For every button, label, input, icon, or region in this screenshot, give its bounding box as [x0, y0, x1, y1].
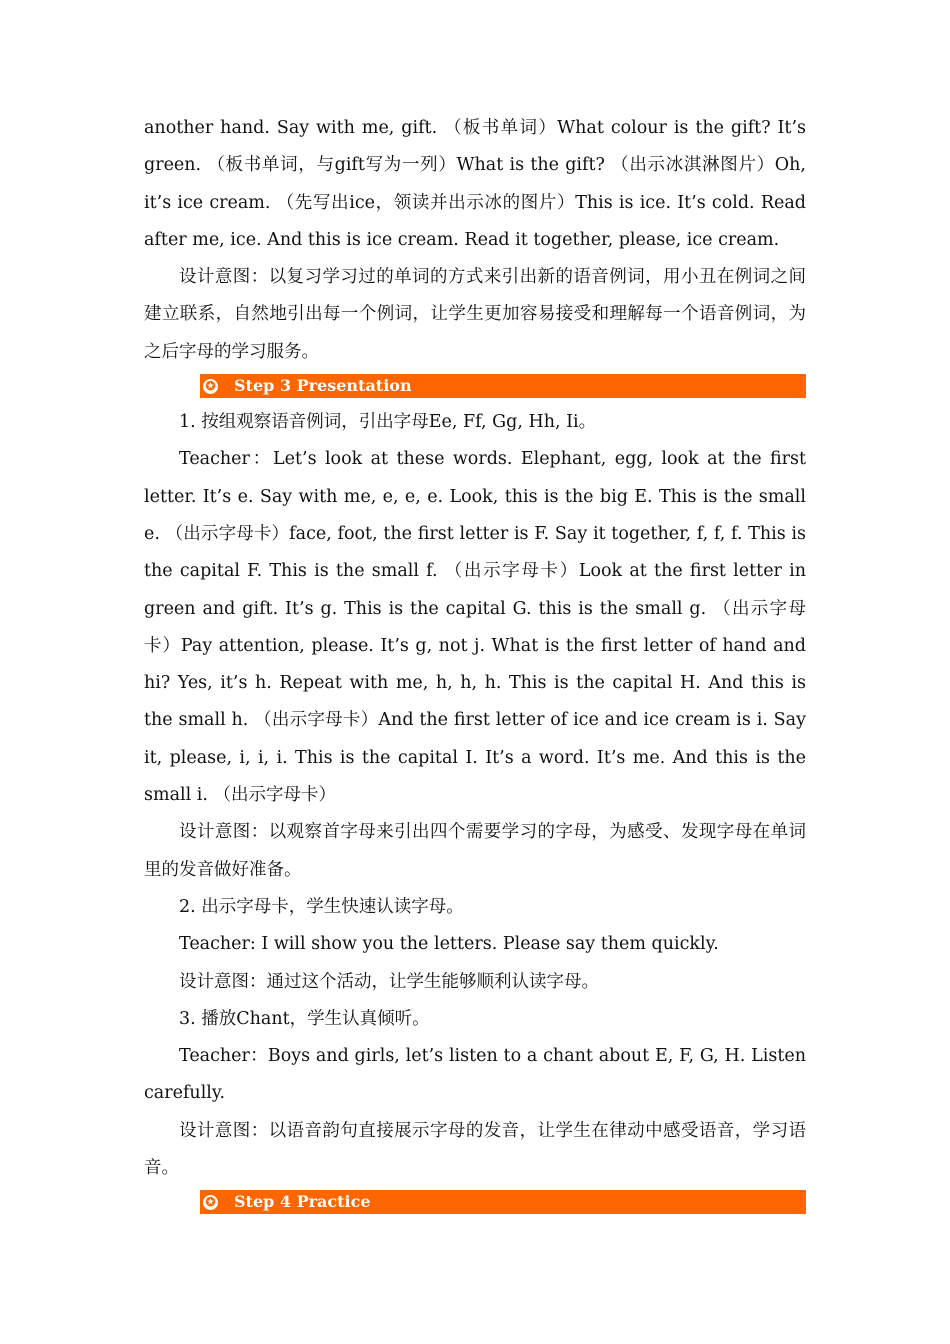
design-intent-paragraph: 设计意图：通过这个活动，让学生能够顺利认读字母。: [179, 971, 599, 992]
paragraph: another hand. Say with me, gift. （板书单词）What colour is the gift? It’s green. （板书单词，与gift写为一列）What is the gift? （出示冰淇淋图片）Oh, it’s ice cream. （先写出ice，领读并出示冰的图片）This is ice. It’s cold. Read after me, ice. And this is ice cream. Read it together, please, ice cream.: [144, 118, 806, 250]
list-item: 1. 按组观察语音例词，引出字母Ee, Ff, Gg, Hh, Ii。: [179, 412, 597, 433]
list-item: 2. 出示字母卡，学生快速认读字母。: [179, 896, 464, 917]
step-3-title: Step 3 Presentation: [234, 376, 412, 396]
step-3-header: [200, 374, 806, 398]
step-4-header: [200, 1190, 806, 1214]
teacher-paragraph: Teacher: I will show you the letters. Please say them quickly.: [179, 934, 719, 955]
star-icon: ✪: [203, 379, 218, 394]
design-intent-paragraph: 设计意图：以语音韵句直接展示字母的发音，让学生在律动中感受语音，学习语音。: [144, 1120, 806, 1179]
list-item: 3. 播放Chant，学生认真倾听。: [179, 1008, 430, 1029]
design-intent-paragraph: 设计意图：以复习学习过的单词的方式来引出新的语音例词，用小丑在例词之间建立联系，自然地引出每一个例词，让学生更加容易接受和理解每一个语音例词，为之后字母的学习服务。: [144, 267, 806, 362]
teacher-paragraph: Teacher：Boys and girls, let’s listen to a chant about E, F, G, H. Listen carefully.: [144, 1046, 806, 1104]
design-intent-paragraph: 设计意图：以观察首字母来引出四个需要学习的字母，为感受、发现字母在单词里的发音做好准备。: [144, 822, 806, 880]
document-body: [144, 110, 806, 1214]
star-icon: ✪: [203, 1195, 218, 1210]
step-4-title: Step 4 Practice: [234, 1192, 371, 1212]
teacher-paragraph: Teacher：Let’s look at these words. Elephant, egg, look at the first letter. It’s e. Say with me, e, e, e. Look, this is the big E. This is the small e. （出示字母卡）face, foot, the first letter is F. Say it together, f, f, f. This is the capital F. This is the small f. （出示字母卡）Look at the first letter in green and gift. It’s g. This is the capital G. this is the small g. （出示字母卡）Pay attention, please. It’s g, not j. What is the first letter of hand and hi? Yes, it’s h. Repeat with me, h, h, h. This is the capital H. And this is the small h. （出示字母卡）And the first letter of ice and ice cream is i. Say it, please, i, i, i. This is the capital I. It’s a word. It’s me. And this is the small i. （出示字母卡）: [144, 449, 806, 806]
